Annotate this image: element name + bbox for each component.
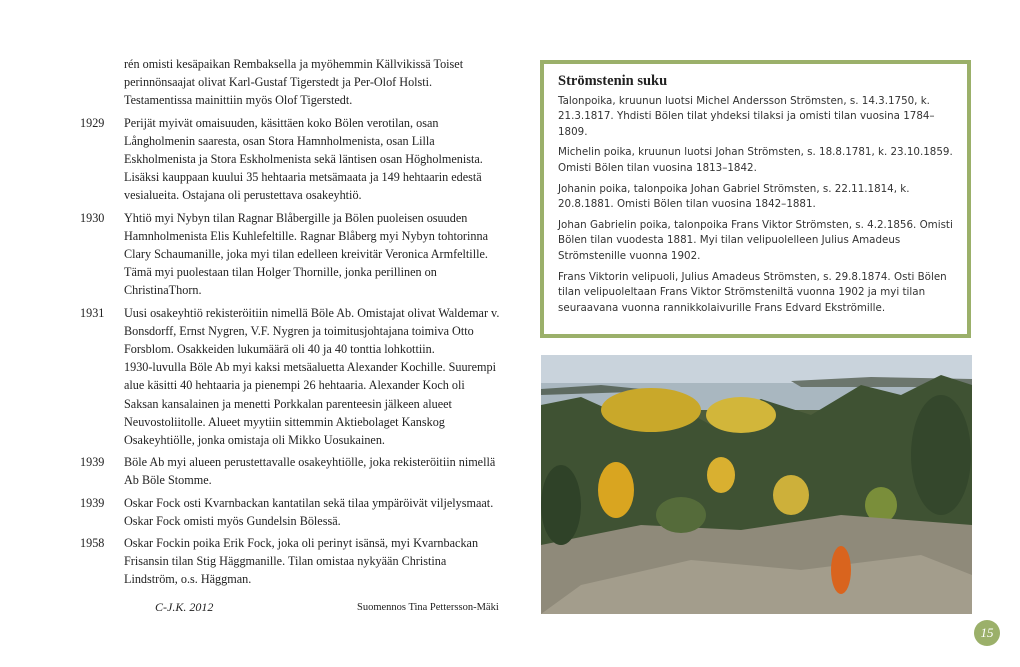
history-entry bbox=[80, 304, 500, 450]
entry-text: Böle Ab myi alueen perustettavalle osakeyhtiölle, joka rekisteröitiin nimellä Ab Böle Stomme. bbox=[124, 455, 496, 488]
author-signature: C-J.K. 2012 bbox=[155, 600, 214, 614]
sidebar-paragraph: Michelin poika, kruunun luotsi Johan Strömsten, s. 18.8.1781, k. 23.10.1859. Omisti Bölen tilan vuosina 1813–1842. bbox=[558, 146, 953, 174]
family-sidebar-box bbox=[540, 60, 971, 338]
history-entry bbox=[80, 209, 500, 300]
entry-year: 1939 bbox=[80, 455, 105, 470]
autumn-landscape-photo bbox=[541, 355, 972, 614]
history-entry bbox=[80, 534, 500, 589]
entry-text: Oskar Fock osti Kvarnbackan kantatilan sekä tilaa ympäröivät viljelysmaat. Oskar Fock omisti myös Gundelsin Bölessä. bbox=[124, 495, 494, 528]
entry-text: Oskar Fockin poika Erik Fock, joka oli perinyt isänsä, myi Kvarnbackan Frisansin tilan Stig Häggmanille. Tilan omistaa nykyään Christina Lindström, o.s. Häggman. bbox=[124, 536, 479, 587]
history-entry bbox=[80, 453, 500, 489]
sidebar-title: Strömstenin suku bbox=[558, 73, 668, 89]
entry-text: Perijät myivät omaisuuden, käsittäen koko Bölen verotilan, osan Långholmenin saaresta, osan Stora Hamnholmenista, osan Lilla Eskholmenista ja Stora Eskholmenista sekä läntisen osan Högholmenista. Lisäksi kauppaan kuului 35 hehtaaria metsämaata ja 149 hehtaarin edestä vesialueita. Ostajana oli perustettava osakeyhtiö. bbox=[124, 115, 483, 203]
entry-text: Yhtiö myi Nybyn tilan Ragnar Blåbergille ja Bölen puoleisen osuuden Hamnholmenista Elis Kuhlefeltille. Ragnar Blåberg myi Nybyn tohtorinna Clary Schaumanille, joka myi tilan edelleen kreivitär Veronica Armfeltille. Tämä myi puolestaan tilan Holger Thornille, jonka perillinen on ChristinaThorn. bbox=[124, 210, 488, 298]
sidebar-paragraph: Frans Viktorin velipuoli, Julius Amadeus Strömsten, s. 29.8.1874. Osti Bölen tilan velipuoleltaan Frans Viktor Strömsteniltä vuonna 1902 ja myi tilan seuraavana vuonna rannikkolaivurille Frans Edvard Ekströmille. bbox=[558, 270, 947, 314]
history-entry bbox=[80, 114, 500, 205]
sidebar-paragraph: Johan Gabrielin poika, talonpoika Frans Viktor Strömsten, s. 4.2.1856. Omisti Bölen tilan vuodesta 1881. Myi tilan velipuolelleen Julius Amadeus Strömstenille vuonna 1902. bbox=[558, 218, 953, 262]
history-entry bbox=[80, 494, 500, 530]
sidebar-paragraph: Johanin poika, talonpoika Johan Gabriel Strömsten, s. 22.11.1814, k. 20.8.1881. Omisti Bölen tilan vuosina 1842–1881. bbox=[558, 182, 910, 211]
entry-text-continued: 1930-luvulla Böle Ab myi kaksi metsäaluetta Alexander Kochille. Suurempi alue käsitti 40 hehtaaria ja pienempi 26 hehtaaria. Alexander Koch oli Saksan kansalainen ja menetti Porkkalan parenteesin jälkeen alueet Neuvostoliitolle. Alueet myytiin sittemmin Aktiebolaget Kanskog Osakeyhtiölle, jonka omistaja oli Mikko Uosukainen. bbox=[124, 360, 496, 448]
sidebar-paragraph: Talonpoika, kruunun luotsi Michel Andersson Strömsten, s. 14.3.1750, k. 21.3.1817. Yhdisti Bölen tilat yhdeksi tilaksi ja omisti tilan vuosina 1784–1809. bbox=[558, 94, 935, 138]
entry-text: Uusi osakeyhtiö rekisteröitiin nimellä Böle Ab. Omistajat olivat Waldemar v. Bonsdorff, Ernst Nygren, V.F. Nygren ja toimitusjohtajana toimiva Otto Forsblom. Osakkeiden lukumäärä oli 40 ja 40 tonttia lohkottiin. bbox=[124, 305, 500, 357]
page-number-badge: 15 bbox=[974, 620, 1000, 646]
translator-credit: Suomennos Tina Pettersson-Mäki bbox=[357, 602, 499, 613]
entry-year: 1930 bbox=[80, 210, 105, 225]
history-column bbox=[80, 55, 500, 593]
history-intro: rén omisti kesäpaikan Rembaksella ja myöhemmin Källvikissä Toiset perinnönsaajat olivat Karl-Gustaf Tigerstedt ja Per-Olof Holsti. Testamentissa mainittiin myös Olof Tigerstedt. bbox=[124, 57, 464, 108]
entry-year: 1931 bbox=[80, 305, 105, 320]
entry-year: 1929 bbox=[80, 115, 105, 130]
entry-year: 1939 bbox=[80, 495, 105, 510]
entry-year: 1958 bbox=[80, 536, 105, 551]
